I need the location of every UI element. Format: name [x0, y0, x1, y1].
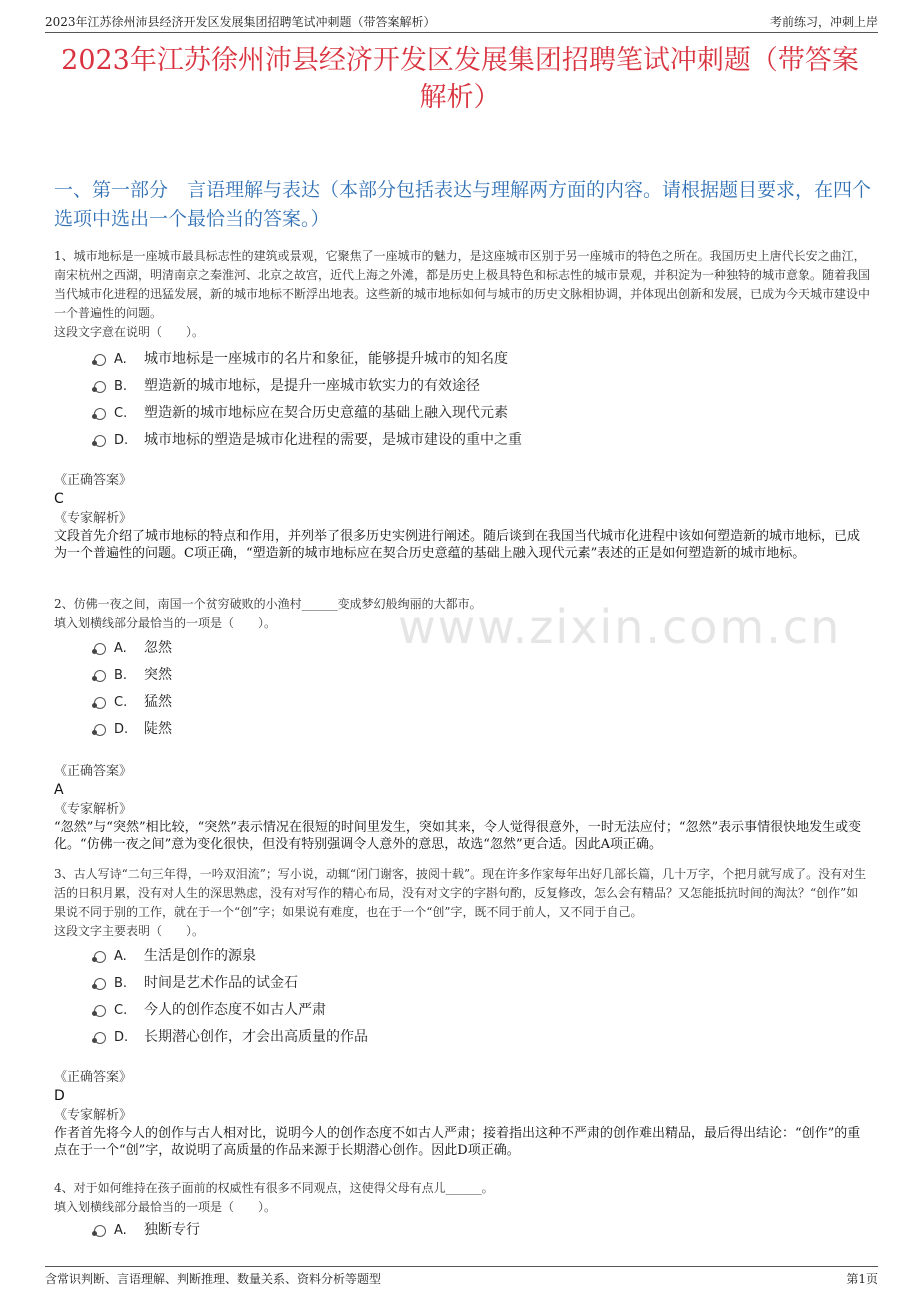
option-letter: B.: [114, 668, 128, 683]
footer-note: 含常识判断、言语理解、判断推理、数量关系、资料分析等题型: [45, 1272, 382, 1286]
radio-icon[interactable]: [94, 1225, 106, 1237]
option-letter: C.: [114, 406, 128, 421]
question-4: [54, 1179, 870, 1244]
option-a[interactable]: [54, 346, 870, 373]
question-stem: 4、对于如何维持在孩子面前的权威性有很多不同观点，这使得父母有点儿______。: [54, 1181, 494, 1195]
radio-icon[interactable]: [94, 1005, 106, 1017]
question-stem: 3、古人写诗“二句三年得，一吟双泪流”；写小说，动辄“闭门谢客，披阅十载”。现在许多作家每年出好几部长篇，几十万字，个把月就写成了。没有对生活的日积月累，没有对人生的深思熟虑，没有对写作的精心布局，没有对文字的字斟句酌，反复修改，怎么会有精品？又怎能抵抗时间的淘汰？“创作”如果说不同于别的工作，就在于一个“创”字；如果说有难度，也在于一个“创”字，既不同于前人，又不同于自己。: [54, 867, 867, 919]
option-c[interactable]: [54, 689, 870, 716]
option-text: 时间是艺术作品的试金石: [144, 975, 298, 991]
option-d[interactable]: [54, 716, 870, 743]
header-slogan: 考前练习，冲刺上岸: [769, 15, 878, 29]
answer-label: 《正确答案》: [54, 473, 133, 488]
option-letter: B.: [114, 379, 128, 394]
option-b[interactable]: [54, 662, 870, 689]
question-prompt: 这段文字主要表明（ ）。: [54, 924, 205, 938]
option-a[interactable]: [54, 635, 870, 662]
option-text: 塑造新的城市地标，是提升一座城市软实力的有效途径: [144, 378, 480, 394]
option-text: 长期潜心创作，才会出高质量的作品: [144, 1029, 368, 1045]
option-letter: D.: [114, 1030, 129, 1045]
question-prompt: 填入划横线部分最恰当的一项是（ ）。: [54, 1200, 277, 1214]
radio-icon[interactable]: [94, 951, 106, 963]
answer-label: 《正确答案》: [54, 1070, 133, 1085]
radio-icon[interactable]: [94, 408, 106, 420]
radio-icon[interactable]: [94, 724, 106, 736]
option-letter: C.: [114, 695, 128, 710]
option-b[interactable]: [54, 373, 870, 400]
option-letter: A.: [114, 352, 127, 367]
answer-label: 《正确答案》: [54, 764, 133, 779]
radio-icon[interactable]: [94, 354, 106, 366]
question-2: [54, 595, 870, 853]
page-footer: [45, 1266, 878, 1289]
option-letter: A.: [114, 1223, 127, 1238]
option-letter: C.: [114, 1003, 128, 1018]
document-title: 2023年江苏徐州沛县经济开发区发展集团招聘笔试冲刺题（带答案解析）: [61, 45, 859, 113]
option-text: 独断专行: [144, 1222, 200, 1238]
answer-value: A: [54, 782, 64, 798]
option-letter: B.: [114, 976, 128, 991]
answer-value: C: [54, 491, 64, 507]
option-letter: D.: [114, 722, 129, 737]
option-a[interactable]: [54, 1217, 870, 1244]
option-a[interactable]: [54, 943, 870, 970]
option-letter: D.: [114, 433, 129, 448]
page-number: 第1页: [846, 1272, 878, 1286]
option-text: 猛然: [144, 694, 172, 710]
explanation-label: 《专家解析》: [54, 511, 133, 526]
option-letter: A.: [114, 949, 127, 964]
answer-value: D: [54, 1088, 65, 1104]
option-text: 生活是创作的源泉: [144, 948, 256, 964]
option-d[interactable]: [54, 427, 870, 454]
option-text: 城市地标是一座城市的名片和象征，能够提升城市的知名度: [144, 351, 508, 367]
option-text: 陡然: [144, 721, 172, 737]
question-1: [54, 247, 870, 562]
explanation-label: 《专家解析》: [54, 1108, 133, 1123]
question-prompt: 这段文字意在说明（ ）。: [54, 325, 205, 339]
watermark: www.zixin.com.cn: [398, 600, 842, 654]
option-text: 塑造新的城市地标应在契合历史意蕴的基础上融入现代元素: [144, 405, 508, 421]
question-prompt: 填入划横线部分最恰当的一项是（ ）。: [54, 616, 277, 630]
radio-icon[interactable]: [94, 435, 106, 447]
question-3: [54, 865, 870, 1159]
explanation-text: 文段首先介绍了城市地标的特点和作用，并列举了很多历史实例进行阐述。随后谈到在我国当代城市化进程中该如何塑造新的城市地标，已成为一个普遍性的问题。C项正确，“塑造新的城市地标应在契合历史意蕴的基础上融入现代元素”表述的正是如何塑造新的城市地标。: [54, 529, 861, 561]
question-stem: 1、城市地标是一座城市最具标志性的建筑或景观，它聚焦了一座城市的魅力，是这座城市区别于另一座城市的特色之所在。我国历史上唐代长安之曲江，南宋杭州之西湖，明清南京之秦淮河、北京之故宫，近代上海之外滩，都是历史上极具特色和标志性的城市景观，并积淀为一种独特的城市意象。随着我国当代城市化进程的迅猛发展，新的城市地标不断浮出地表。这些新的城市地标如何与城市的历史文脉相协调，并体现出创新和发展，已成为今天城市建设中一个普遍性的问题。: [54, 249, 871, 320]
radio-icon[interactable]: [94, 1032, 106, 1044]
page-header: [45, 12, 878, 33]
option-letter: A.: [114, 641, 127, 656]
explanation-label: 《专家解析》: [54, 802, 133, 817]
explanation-text: “忽然”与“突然”相比较，“突然”表示情况在很短的时间里发生，突如其来，令人觉得很意外，一时无法应付；“忽然”表示事情很快地发生或变化。“仿佛一夜之间”意为变化很快，但没有特别强调令人意外的意思，故选“忽然”更合适。因此A项正确。: [54, 820, 862, 852]
option-text: 城市地标的塑造是城市化进程的需要，是城市建设的重中之重: [144, 432, 522, 448]
explanation-text: 作者首先将今人的创作与古人相对比，说明今人的创作态度不如古人严肃；接着指出这种不严肃的创作难出精品，最后得出结论：“创作”的重点在于一个“创”字，故说明了高质量的作品来源于长期潜心创作。因此D项正确。: [54, 1126, 861, 1158]
radio-icon[interactable]: [94, 697, 106, 709]
radio-icon[interactable]: [94, 381, 106, 393]
option-b[interactable]: [54, 970, 870, 997]
option-text: 突然: [144, 667, 172, 683]
radio-icon[interactable]: [94, 978, 106, 990]
option-c[interactable]: [54, 400, 870, 427]
option-text: 今人的创作态度不如古人严肃: [144, 1002, 326, 1018]
radio-icon[interactable]: [94, 670, 106, 682]
radio-icon[interactable]: [94, 643, 106, 655]
option-c[interactable]: [54, 997, 870, 1024]
option-d[interactable]: [54, 1024, 870, 1051]
section-heading: 一、第一部分 言语理解与表达（本部分包括表达与理解两方面的内容。请根据题目要求，在四个选项中选出一个最恰当的答案。）: [54, 179, 872, 230]
header-doc-title: 2023年江苏徐州沛县经济开发区发展集团招聘笔试冲刺题（带答案解析）: [45, 15, 436, 29]
question-stem: 2、仿佛一夜之间，南国一个贫穷破败的小渔村______变成梦幻般绚丽的大都市。: [54, 597, 482, 611]
option-text: 忽然: [144, 640, 172, 656]
